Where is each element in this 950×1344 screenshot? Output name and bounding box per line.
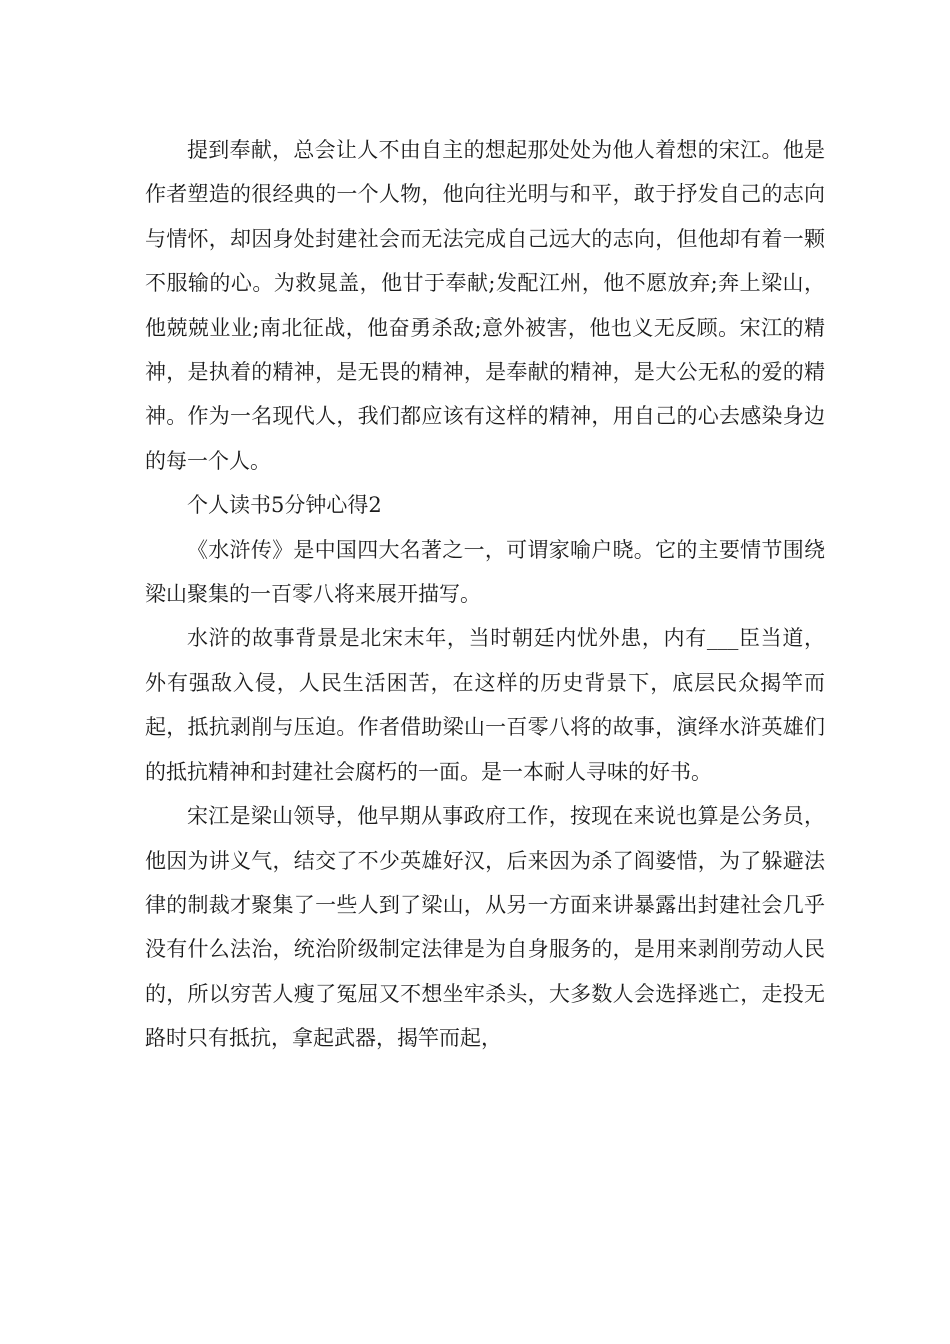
section-heading: 个人读书5分钟心得2 bbox=[187, 493, 382, 518]
paragraph-songjiang-devotion: 提到奉献，总会让人不由自主的想起那处处为他人着想的宋江。他是作者塑造的很经典的一个人物，他向往光明与和平，敢于抒发自己的志向与情怀，却因身处封建社会而无法完成自己远大的志向，但他却有着一颗不服输的心。为救晁盖，他甘于奉献;发配江州，他不愿放弃;奔上梁山，他兢兢业业;南北征战，他奋勇杀敌;意外被害，他也义无反顾。宋江的精神，是执着的精神，是无畏的精神，是奉献的精神，是大公无私的爱的精神。作为一名现代人，我们都应该有这样的精神，用自己的心去感染身边的每一个人。 bbox=[145, 138, 825, 473]
paragraph-songjiang-leader: 宋江是梁山领导，他早期从事政府工作，按现在来说也算是公务员，他因为讲义气，结交了不少英雄好汉，后来因为杀了阎婆惜，为了躲避法律的制裁才聚集了一些人到了梁山，从另一方面来讲暴露出封建社会几乎没有什么法治，统治阶级制定法律是为自身服务的，是用来剥削劳动人民的，所以穷苦人瘦了冤屈又不想坐牢杀头，大多数人会选择逃亡，走投无路时只有抵抗，拿起武器，揭竿而起， bbox=[145, 804, 825, 1051]
paragraph-background: 水浒的故事背景是北宋末年，当时朝廷内忧外患，内有___臣当道，外有强敌入侵，人民生活困苦，在这样的历史背景下，底层民众揭竿而起，抵抗剥削与压迫。作者借助梁山一百零八将的故事，演绎水浒英雄们的抵抗精神和封建社会腐朽的一面。是一本耐人寻味的好书。 bbox=[145, 626, 825, 784]
document-body bbox=[145, 128, 825, 1061]
paragraph-intro: 《水浒传》是中国四大名著之一，可谓家喻户晓。它的主要情节围绕梁山聚集的一百零八将来展开描写。 bbox=[145, 537, 825, 607]
